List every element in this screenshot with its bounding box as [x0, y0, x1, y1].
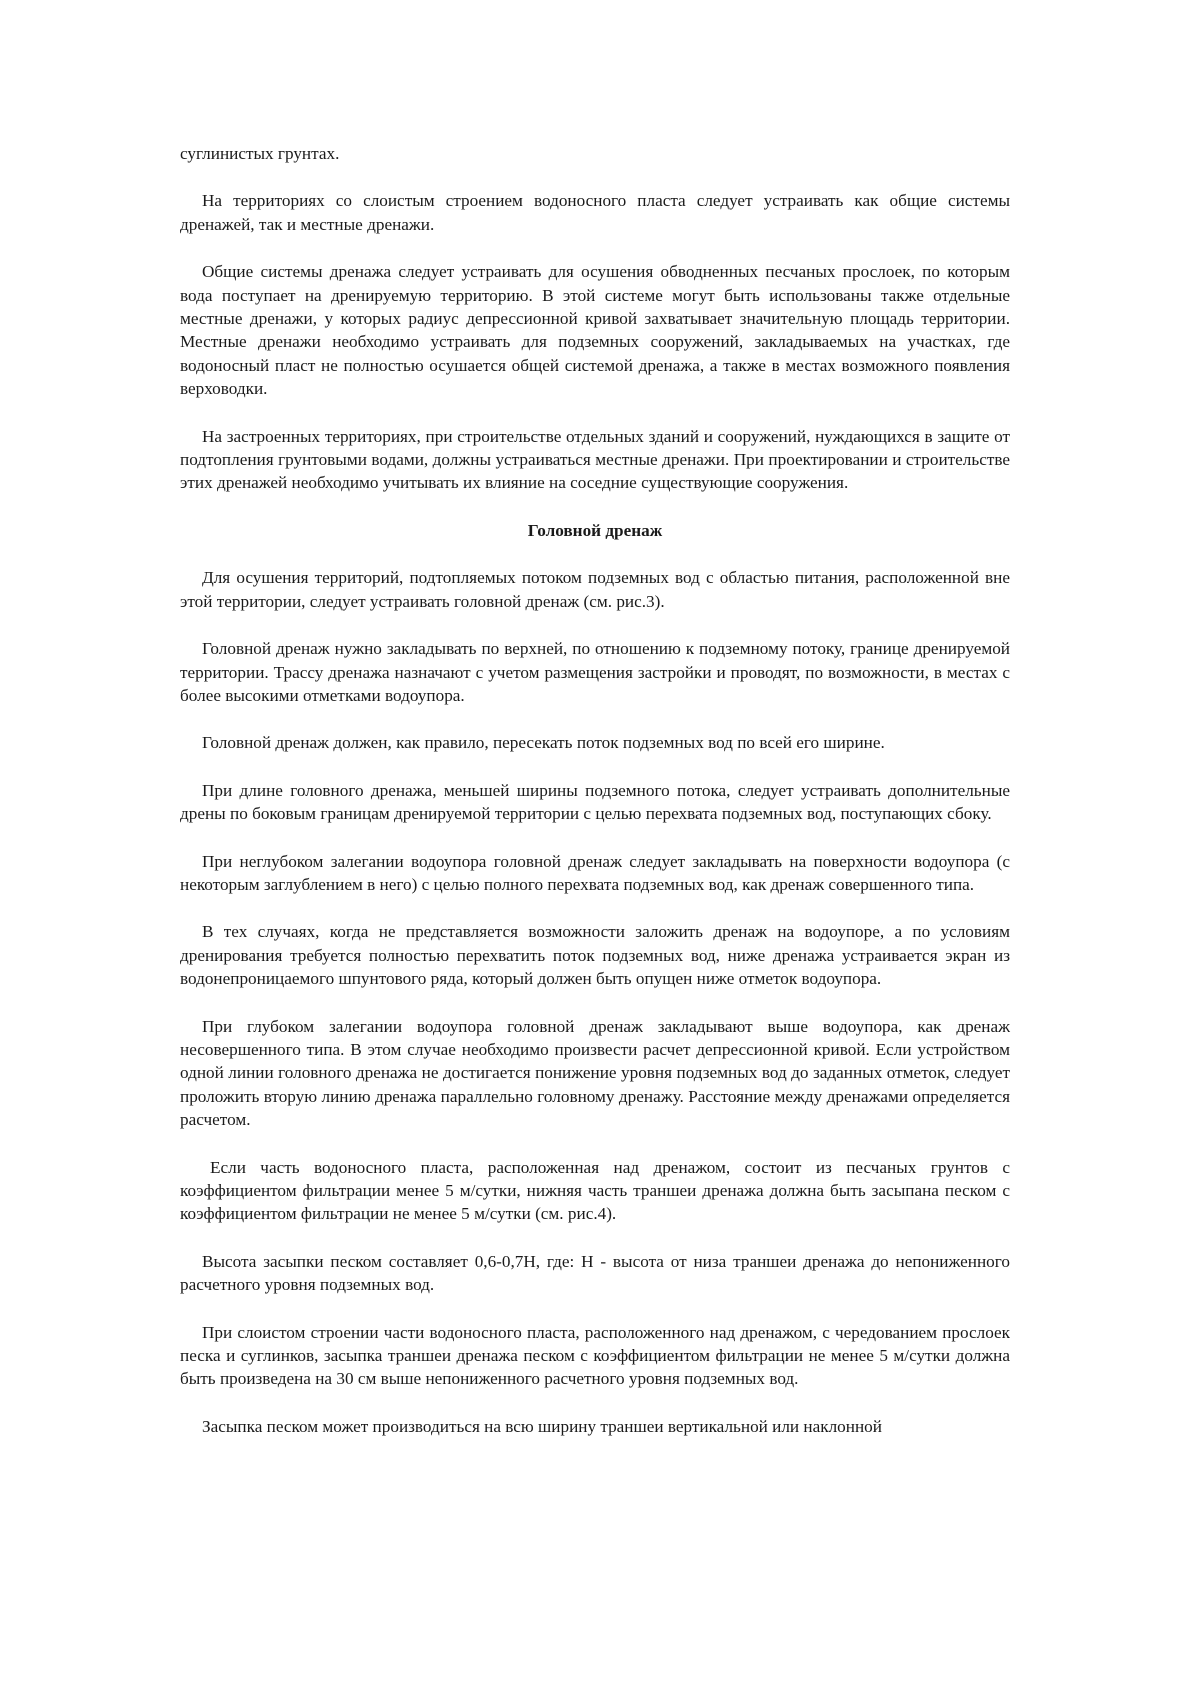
- paragraph-head-drainage-crossing: Головной дренаж должен, как правило, пересекать поток подземных вод по всей его ширине.: [202, 733, 885, 753]
- paragraph-continuation: суглинистых грунтах.: [180, 144, 340, 163]
- section-heading: Головной дренаж: [527, 520, 663, 540]
- paragraph-head-drainage-placement: Головной дренаж нужно закладывать по верхней, по отношению к подземному потоку, границе дренируемой территории. Трассу дренажа назначают с учетом размещения застройки и проводят, по возможности, в местах с более высокими отметками водоупора.: [180, 639, 1010, 705]
- paragraph-backfill-height: Высота засыпки песком составляет 0,6-0,7Н, где: Н - высота от низа траншеи дренажа до непониженного расчетного уровня подземных вод.: [180, 1251, 1010, 1295]
- document-page: [180, 142, 1010, 1438]
- paragraph-layered-backfill: При слоистом строении части водоносного пласта, расположенного над дренажом, с чередованием прослоек песка и суглинков, засыпка траншеи дренажа песком с коэффициентом фильтрации не менее 5 м/сутки должна быть произведена на 30 см выше непониженного расчетного уровня подземных вод.: [180, 1322, 1010, 1389]
- paragraph-layered-aquifer: На территориях со слоистым строением водоносного пласта следует устраивать как общие системы дренажей, так и местные дренажи.: [180, 191, 1010, 234]
- paragraph-sheet-pile-screen: В тех случаях, когда не представляется возможности заложить дренаж на водоупоре, а по условиям дренирования требуется полностью перехватить поток подземных вод, ниже дренажа устраивается экран из водонепроницаемого шпунтового ряда, который должен быть опущен ниже отметок водоупора.: [180, 922, 1010, 989]
- paragraph-general-drainage: Общие системы дренажа следует устраивать для осушения обводненных песчаных прослоек, по которым вода поступает на дренируемую территорию. В этой системе могут быть использованы также отдельные местные дренажи, у которых радиус депрессионной кривой захватывает значительную площадь территории. Местные дренажи необходимо устраивать для подземных сооружений, закладываемых на участках, где водоносный пласт не полностью осушается общей системой дренажа, а также в местах возможного появления верховодки.: [180, 262, 1010, 399]
- paragraph-deep-aquitard: При глубоком залегании водоупора головной дренаж закладывают выше водоупора, как дренаж несовершенного типа. В этом случае необходимо произвести расчет депрессионной кривой. Если устройством одной линии головного дренажа не достигается понижение уровня подземных вод до заданных отметок, следует проложить вторую линию дренажа параллельно головному дренажу. Расстояние между дренажами определяется расчетом.: [180, 1016, 1010, 1130]
- paragraph-sand-backfill: Если часть водоносного пласта, расположенная над дренажом, состоит из песчаных грунтов с коэффициентом фильтрации менее 5 м/сутки, нижняя часть траншеи дренажа должна быть засыпана песком с коэффициентом фильтрации не менее 5 м/сутки (см. рис.4).: [180, 1157, 1010, 1224]
- paragraph-additional-drains: При длине головного дренажа, меньшей ширины подземного потока, следует устраивать дополнительные дрены по боковым границам дренируемой территории с целью перехвата подземных вод, поступающих сбоку.: [180, 780, 1010, 824]
- paragraph-built-territories: На застроенных территориях, при строительстве отдельных зданий и сооружений, нуждающихся в защите от подтопления грунтовыми водами, должны устраиваться местные дренажи. При проектировании и строительстве этих дренажей необходимо учитывать их влияние на соседние существующие сооружения.: [180, 426, 1010, 493]
- paragraph-shallow-aquitard: При неглубоком залегании водоупора головной дренаж следует закладывать на поверхности водоупора (с некоторым заглублением в него) с целью полного перехвата подземных вод, как дренаж совершенного типа.: [180, 851, 1010, 894]
- paragraph-backfill-width: Засыпка песком может производиться на всю ширину траншеи вертикальной или наклонной: [202, 1416, 882, 1436]
- paragraph-head-drainage-purpose: Для осушения территорий, подтопляемых потоком подземных вод с областью питания, расположенной вне этой территории, следует устраивать головной дренаж (см. рис.3).: [180, 568, 1010, 611]
